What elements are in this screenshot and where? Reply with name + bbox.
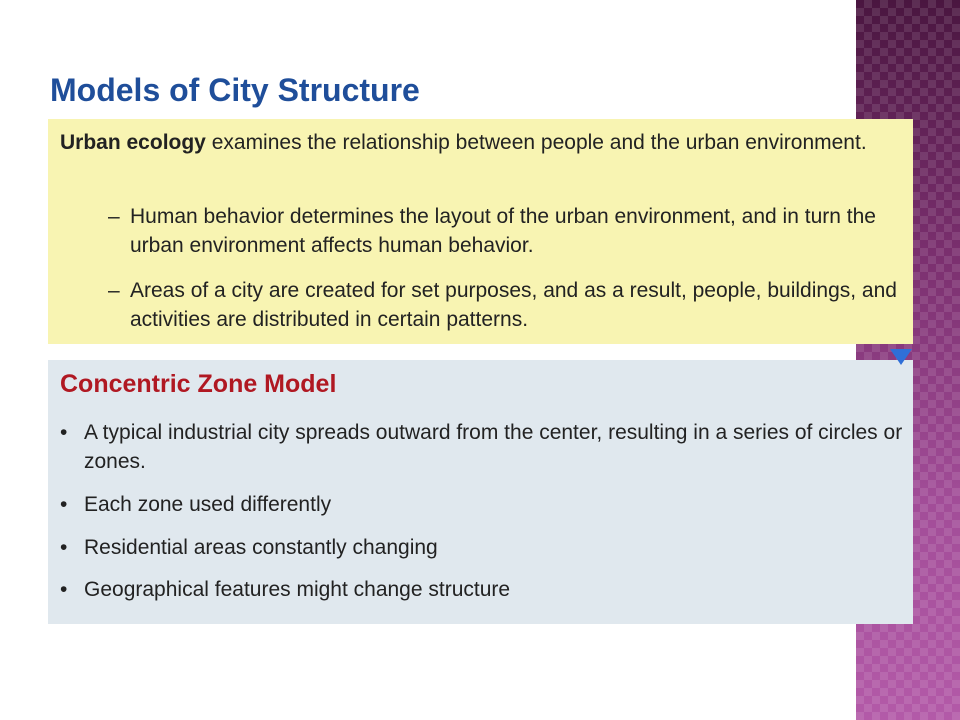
urban-ecology-definition (60, 128, 904, 157)
bullet-text: Geographical features might change structure (84, 578, 511, 601)
bullet-item (60, 418, 905, 476)
bullet-marker: • (60, 421, 68, 444)
bullet-item (60, 575, 905, 604)
bullet-text: A typical industrial city spreads outward from the center, resulting in a series of circles or zones. (84, 421, 903, 473)
bullet-item (60, 490, 905, 519)
sub-point-text: Areas of a city are created for set purposes, and as a result, people, buildings, and activities are distributed in certain patterns. (130, 279, 897, 331)
triangle-down-icon (890, 349, 912, 365)
sub-point-text: Human behavior determines the layout of the urban environment, and in turn the urban environment affects human behavior. (130, 205, 876, 257)
dash-marker: – (108, 205, 120, 228)
slide-title: Models of City Structure (50, 72, 420, 108)
bullet-item (60, 533, 905, 562)
bullet-text: Residential areas constantly changing (84, 536, 438, 559)
sub-point (108, 202, 908, 260)
dash-marker: – (108, 279, 120, 302)
bullet-text: Each zone used differently (84, 493, 332, 516)
urban-ecology-text: examines the relationship between people and the urban environment. (205, 131, 867, 154)
urban-ecology-term: Urban ecology (60, 131, 206, 154)
sub-point (108, 276, 908, 334)
bullet-marker: • (60, 578, 68, 601)
concentric-zone-heading: Concentric Zone Model (60, 370, 337, 398)
bullet-marker: • (60, 536, 68, 559)
bullet-marker: • (60, 493, 68, 516)
